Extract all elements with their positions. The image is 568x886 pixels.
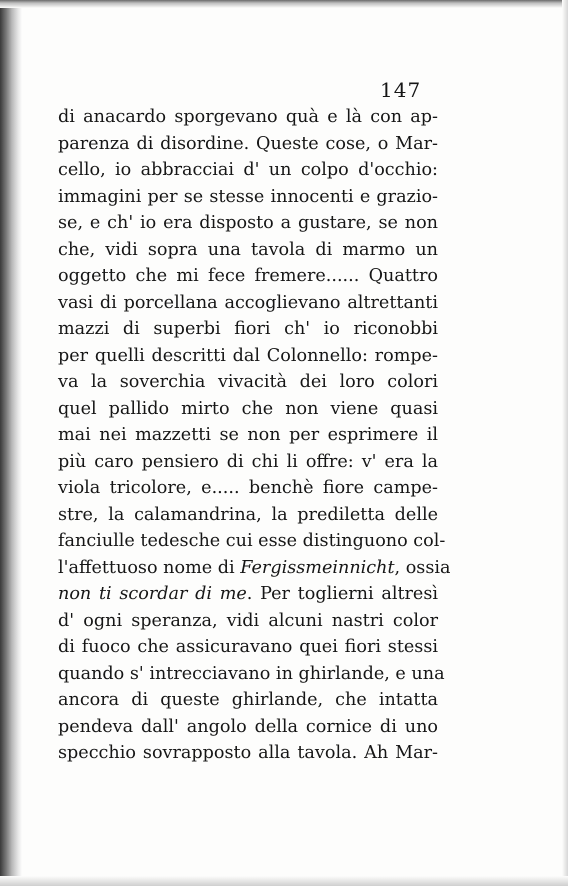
text-line-6 [58, 237, 438, 264]
line-segment: vasi di porcellana accoglievano altrettanti [58, 292, 438, 313]
text-line-13 [58, 422, 438, 449]
text-line-10 [58, 343, 438, 370]
line-segment: pendeva dall' angolo della cornice di uno [58, 716, 438, 737]
bottom-page-edge [0, 876, 568, 886]
text-line-17 [58, 528, 446, 555]
text-line-22 [58, 661, 445, 688]
text-line-18 [58, 555, 451, 582]
page-number: 147 [380, 78, 422, 102]
line-segment: , ossia [394, 557, 451, 578]
line-segment: d' ogni speranza, vidi alcuni nastri color [58, 610, 438, 631]
text-line-21 [58, 634, 438, 661]
line-segment: ancora di queste ghirlande, che intatta [58, 690, 438, 710]
text-line-16 [58, 502, 438, 529]
line-segment: se, e ch' io era disposto a gustare, se non [58, 213, 438, 233]
line-segment: per quelli descritti dal Colonnello: rompe- [58, 345, 438, 366]
binding-gutter [0, 0, 22, 886]
line-segment: stre, la calamandrina, la prediletta delle [58, 504, 438, 525]
line-segment: quel pallido mirto che non viene quasi [58, 398, 438, 419]
italic-phrase: non ti scordar di me [58, 584, 247, 604]
text-line-20 [58, 608, 438, 635]
line-segment: specchio sovrapposto alla tavola. Ah Mar- [58, 743, 438, 763]
line-segment: fanciulle tedesche cui esse distinguono col- [58, 531, 446, 551]
top-page-edge [0, 0, 568, 8]
line-segment: mazzi di superbi fiori ch' io riconobbi [58, 319, 438, 339]
line-segment: parenza di disordine. Queste cose, o Mar- [58, 133, 438, 154]
line-segment: mai nei mazzetti se non per esprimere il [58, 425, 438, 445]
body-text [58, 104, 451, 767]
text-line-14 [58, 449, 438, 476]
line-segment: che, vidi sopra una tavola di marmo un [58, 239, 438, 260]
text-line-11 [58, 369, 438, 396]
text-line-1 [58, 104, 438, 131]
line-segment: viola tricolore, e..... benchè fiore campe- [58, 478, 438, 498]
line-segment: l'affettuoso nome di [58, 557, 241, 578]
line-segment: di fuoco che assicuravano quei fiori stessi [58, 637, 438, 657]
text-line-12 [58, 396, 438, 423]
text-line-23 [58, 687, 438, 714]
text-line-4 [58, 184, 438, 211]
line-segment: quando s' intrecciavano in ghirlande, e una [58, 663, 445, 684]
line-segment: va la soverchia vivacità dei loro colori [58, 372, 438, 392]
text-line-15 [58, 475, 438, 502]
text-line-7 [58, 263, 438, 290]
italic-phrase: Fergissmeinnicht [240, 557, 395, 578]
line-segment: immagini per se stesse innocenti e grazio- [58, 186, 438, 207]
right-page-edge [562, 0, 568, 886]
text-line-2 [58, 131, 438, 158]
text-line-3 [58, 157, 438, 184]
line-segment: cello, io abbracciai d' un colpo d'occhio: [58, 160, 438, 180]
line-segment: oggetto che mi fece fremere...... Quattro [58, 266, 438, 286]
text-line-24 [58, 714, 438, 741]
line-segment: di anacardo sporgevano quà e là con ap- [58, 107, 438, 127]
line-segment: . Per toglierni altresì [246, 584, 438, 604]
line-segment: più caro pensiero di chi li offre: v' era la [58, 451, 438, 472]
text-line-19 [58, 581, 438, 608]
text-line-5 [58, 210, 438, 237]
text-line-25 [58, 740, 438, 767]
text-line-8 [58, 290, 438, 317]
text-line-9 [58, 316, 438, 343]
